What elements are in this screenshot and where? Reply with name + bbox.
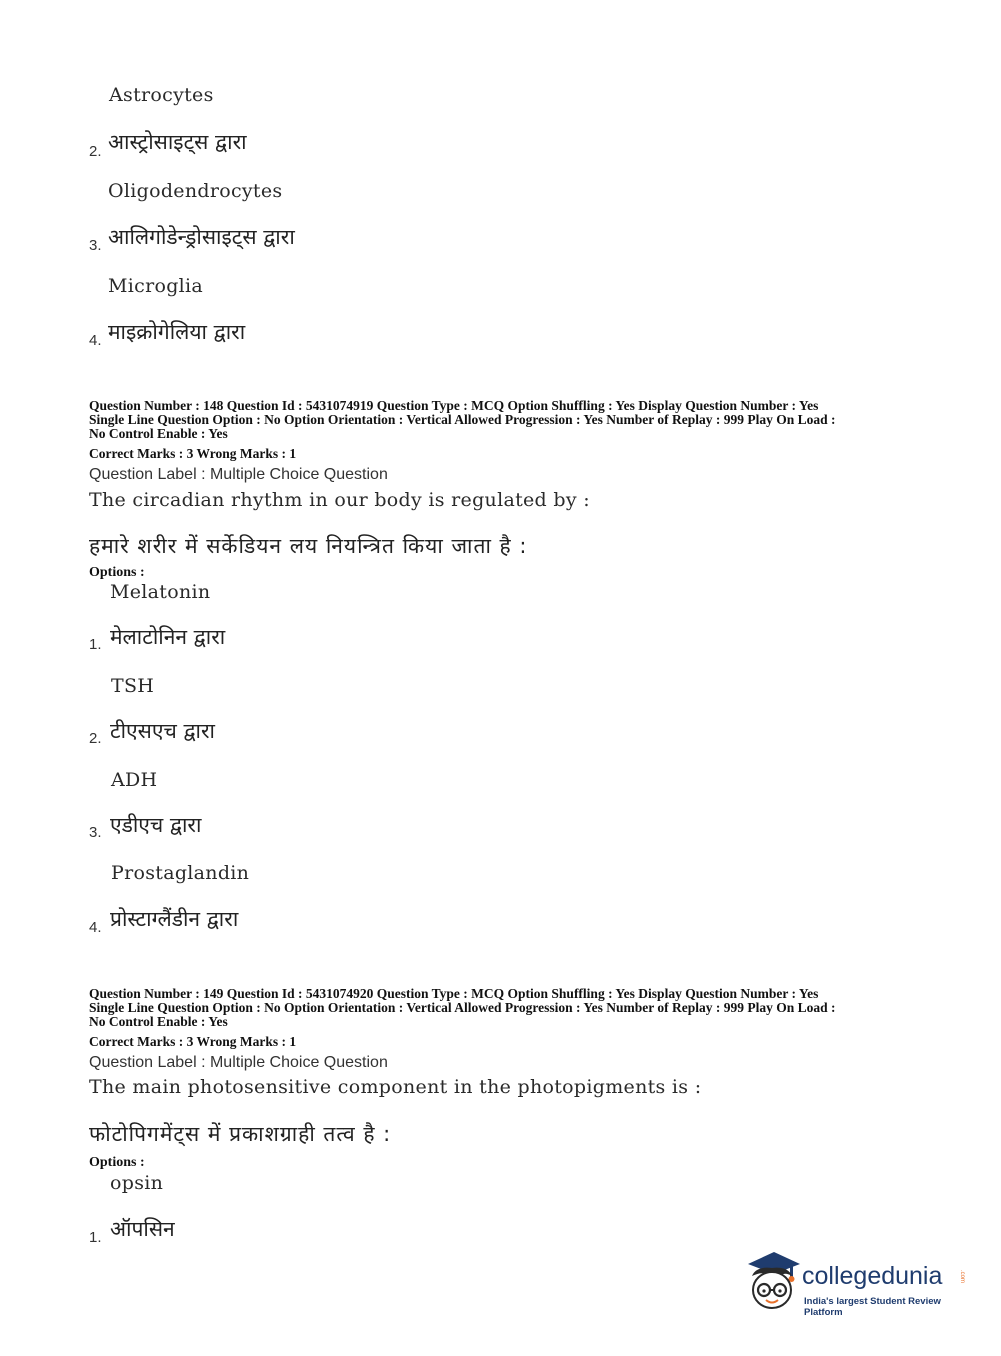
q148-question-text-english: The circadian rhythm in our body is regulated by : <box>89 489 590 511</box>
prev-option-2-hindi: आलिगोडेन्ड्रोसाइट्स द्वारा <box>108 225 295 249</box>
prev-option-2-english: Oligodendrocytes <box>108 180 283 202</box>
q148-option-3-hindi: एडीएच द्वारा <box>110 813 202 837</box>
q149-marks: Correct Marks : 3 Wrong Marks : 1 <box>89 1034 297 1049</box>
q148-marks: Correct Marks : 3 Wrong Marks : 1 <box>89 446 297 461</box>
q149-meta-line-3: No Control Enable : Yes <box>89 1014 228 1029</box>
q149-option-1-hindi: ऑपसिन <box>110 1217 175 1241</box>
mascot-icon <box>742 1248 802 1318</box>
q148-option-1-number: 1. <box>89 636 102 653</box>
q148-meta-line-1: Question Number : 148 Question Id : 5431074919 Question Type : MCQ Option Shuffling : Yes Display Question Number : Yes <box>89 398 819 413</box>
q148-question-label: Question Label : Multiple Choice Question <box>89 466 388 483</box>
q149-question-text-hindi: फोटोपिगमेंट्स में प्रकाशग्राही तत्व है : <box>89 1122 392 1146</box>
prev-option-1-hindi: आस्ट्रोसाइट्स द्वारा <box>108 130 247 154</box>
prev-option-3-english: Microglia <box>108 275 204 297</box>
q149-question-text-english: The main photosensitive component in the photopigments is : <box>89 1076 702 1098</box>
prev-option-4-number: 4. <box>89 332 102 349</box>
prev-option-3-hindi: माइक्रोगेलिया द्वारा <box>108 320 246 344</box>
q149-question-label: Question Label : Multiple Choice Question <box>89 1054 388 1071</box>
q148-meta-line-2: Single Line Question Option : No Option Orientation : Vertical Allowed Progression : Yes Number of Replay : 999 Play On Load : <box>89 412 836 427</box>
q149-meta-line-1: Question Number : 149 Question Id : 5431074920 Question Type : MCQ Option Shuffling : Yes Display Question Number : Yes <box>89 986 819 1001</box>
brand-name: collegedunia <box>802 1262 943 1290</box>
prev-option-2-number: 2. <box>89 143 102 160</box>
q149-option-1-english: opsin <box>110 1172 164 1194</box>
q148-option-1-english: Melatonin <box>110 581 211 603</box>
q148-options-heading: Options : <box>89 565 145 580</box>
brand-suffix: .com <box>959 1270 965 1284</box>
q148-question-text-hindi: हमारे शरीर में सर्केडियन लय नियन्त्रित किया जाता है : <box>89 534 528 558</box>
brand-tagline: India's largest Student Review Platform <box>804 1296 941 1318</box>
q148-option-2-number: 2. <box>89 730 102 747</box>
q149-options-heading: Options : <box>89 1155 145 1170</box>
q148-option-1-hindi: मेलाटोनिन द्वारा <box>110 625 226 649</box>
q148-option-2-hindi: टीएसएच द्वारा <box>110 719 215 743</box>
prev-option-1-english: Astrocytes <box>109 84 214 106</box>
q149-option-1-number: 1. <box>89 1229 102 1246</box>
q148-option-4-number: 4. <box>89 919 102 936</box>
q148-option-4-english: Prostaglandin <box>111 862 250 884</box>
q149-meta-line-2: Single Line Question Option : No Option Orientation : Vertical Allowed Progression : Yes Number of Replay : 999 Play On Load : <box>89 1000 836 1015</box>
prev-option-3-number: 3. <box>89 237 102 254</box>
collegedunia-logo <box>742 1248 972 1318</box>
q148-option-3-english: ADH <box>111 769 158 791</box>
q148-option-3-number: 3. <box>89 824 102 841</box>
q148-option-2-english: TSH <box>111 675 155 697</box>
q148-meta-line-3: No Control Enable : Yes <box>89 426 228 441</box>
q148-option-4-hindi: प्रोस्टाग्लैंडीन द्वारा <box>110 907 239 931</box>
